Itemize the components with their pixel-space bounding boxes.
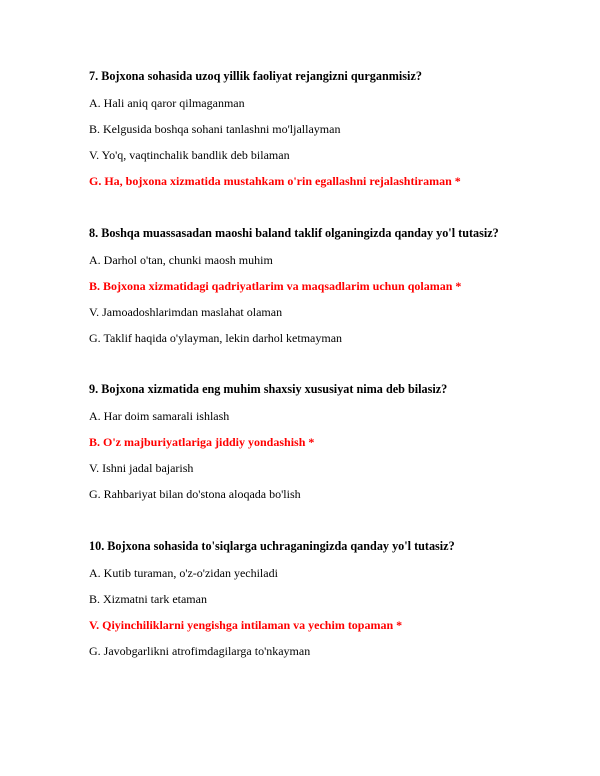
answer-option-b-correct: B. O'z majburiyatlariga jiddiy yondashish * xyxy=(89,435,315,449)
answer-option-v-correct: V. Qiyinchiliklarni yengishga intilaman va yechim topaman * xyxy=(89,618,403,632)
answer-option-v: V. Ishni jadal bajarish xyxy=(89,461,194,475)
answer-option-a: A. Kutib turaman, o'z-o'zidan yechiladi xyxy=(89,566,278,580)
question-9 xyxy=(89,382,569,501)
answer-option-g: G. Rahbariyat bilan do'stona aloqada bo'lish xyxy=(89,487,301,501)
answer-option-g-correct: G. Ha, bojxona xizmatida mustahkam o'rin egallashni rejalashtiraman * xyxy=(89,174,461,188)
answer-option-b: B. Kelgusida boshqa sohani tanlashni mo'ljallayman xyxy=(89,122,341,136)
question-8 xyxy=(89,226,569,345)
question-title: 10. Bojxona sohasida to'siqlarga uchraganingizda qanday yo'l tutasiz? xyxy=(89,539,455,553)
question-10 xyxy=(89,539,569,658)
question-7 xyxy=(89,69,569,188)
question-title: 7. Bojxona sohasida uzoq yillik faoliyat rejangizni qurganmisiz? xyxy=(89,69,422,83)
question-title: 9. Bojxona xizmatida eng muhim shaxsiy xususiyat nima deb bilasiz? xyxy=(89,382,448,396)
answer-option-g: G. Taklif haqida o'ylayman, lekin darhol ketmayman xyxy=(89,331,343,345)
answer-option-g: G. Javobgarlikni atrofimdagilarga to'nkayman xyxy=(89,644,311,658)
answer-option-a: A. Har doim samarali ishlash xyxy=(89,409,230,423)
answer-option-a: A. Hali aniq qaror qilmaganman xyxy=(89,96,245,110)
answer-option-v: V. Jamoadoshlarimdan maslahat olaman xyxy=(89,305,283,319)
answer-option-a: A. Darhol o'tan, chunki maosh muhim xyxy=(89,253,273,267)
question-title: 8. Boshqa muassasadan maoshi baland taklif olganingizda qanday yo'l tutasiz? xyxy=(89,226,499,240)
answer-option-b: B. Xizmatni tark etaman xyxy=(89,592,207,606)
answer-option-b-correct: B. Bojxona xizmatidagi qadriyatlarim va maqsadlarim uchun qolaman * xyxy=(89,279,462,293)
answer-option-v: V. Yo'q, vaqtinchalik bandlik deb bilaman xyxy=(89,148,290,162)
